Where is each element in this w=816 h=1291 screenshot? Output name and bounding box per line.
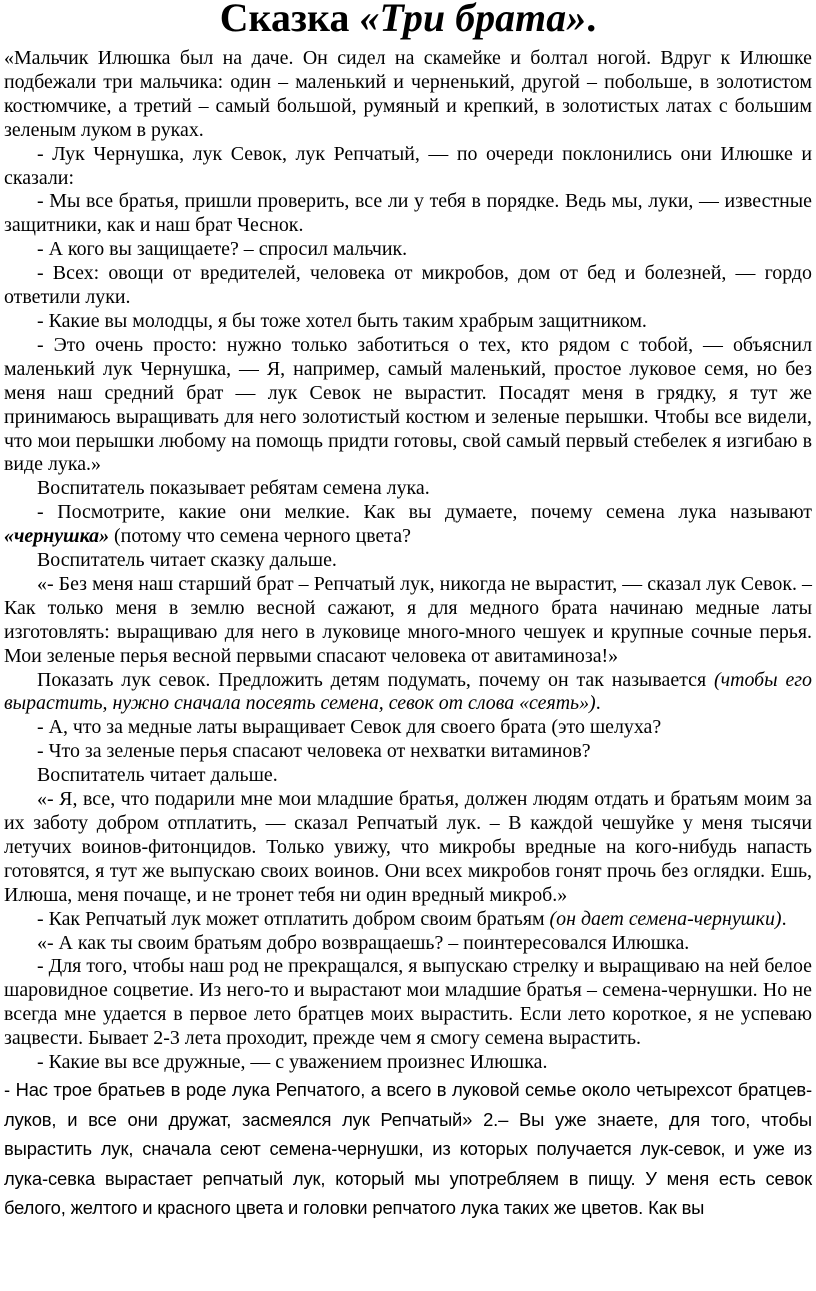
- paragraph: [4, 1051, 812, 1075]
- paragraph-text: - Для того, чтобы наш род не прекращался, я выпускаю стрелку и выращиваю на ней белое шаровидное соцветие. Из него-то и вырастают мои младшие братья – семена-чернушки. Но не всегда мне удается в первое лето братцев моих вырастить. Если лето короткое, я не успеваю зацвести. Бывает 2-3 лета проходит, прежде чем я смогу семена вырастить.: [4, 955, 812, 1050]
- paragraph: [4, 788, 812, 908]
- paragraph-text: .: [595, 692, 601, 715]
- emphasis-term: «чернушка»: [4, 525, 110, 548]
- paragraph: [4, 47, 812, 143]
- paragraph: [4, 740, 812, 764]
- paragraph: [4, 143, 812, 191]
- paragraph: [4, 334, 812, 477]
- paragraph-text: «Мальчик Илюшка был на даче. Он сидел на скамейке и болтал ногой. Вдруг к Илюшке подбежали три мальчика: один – маленький и черненький, другой – побольше, в золотистом костюмчике, а третий – самый большой, румяный и крепкий, в золотистых латах с большим зеленым луком в руках.: [4, 47, 812, 141]
- paragraph: [4, 764, 812, 788]
- paragraph-text: - А кого вы защищаете? – спросил мальчик.: [37, 238, 408, 261]
- paragraph: [4, 501, 812, 549]
- paragraph-text: - Посмотрите, какие они мелкие. Как вы думаете, почему семена лука называют: [37, 501, 812, 524]
- paragraph-text: (потому что семена черного цвета?: [109, 525, 411, 548]
- paragraph-text: Воспитатель читает сказку дальше.: [37, 549, 337, 572]
- paragraph-text: - Как Репчатый лук может отплатить добром своим братьям: [37, 907, 550, 930]
- paragraph: [4, 477, 812, 501]
- title-name: «Три брата»: [359, 0, 587, 40]
- title-suffix: .: [586, 0, 597, 40]
- page-title: [4, 0, 812, 40]
- paragraph-text: - Это очень просто: нужно только заботиться о тех, кто рядом с тобой, — объяснил маленький лук Чернушка, — Я, например, самый маленький, простое луковое семя, но без меня наш средний брат — лук Севок не вырастит. Посадят меня в грядку, я тут же принимаюсь выращивать для него золотистый костюм и зеленые перышки. Чтобы все видели, что мои перышки любому на помощь придти готовы, свой самый первый стебелек я изгибаю в виде лука.»: [4, 333, 812, 476]
- paragraph: [4, 549, 812, 573]
- paragraph-text: - Мы все братья, пришли проверить, все ли у тебя в порядке. Ведь мы, луки, — известные защитники, как и наш брат Чеснок.: [4, 190, 812, 237]
- paragraph-text: «- Без меня наш старший брат – Репчатый лук, никогда не вырастит, — сказал лук Севок. – Как только меня в землю весной сажают, я для медного брата начинаю медные латы изготовлять: выращиваю для него в луковице много-много чешуек и крупные сочные перья. Мои зеленые перья весной первыми спасают человека от авитаминоза!»: [4, 572, 812, 667]
- paragraph: [4, 669, 812, 717]
- paragraph: [4, 190, 812, 238]
- paragraph-text: - Всех: овощи от вредителей, человека от микробов, дом от бед и болезней, — гордо ответили луки.: [4, 262, 812, 309]
- italic-note: (чтобы его вырастить, нужно сначала посеять семена, севок от слова «сеять»): [4, 668, 812, 715]
- paragraph-text: Воспитатель читает дальше.: [37, 764, 278, 787]
- paragraph: [4, 573, 812, 669]
- paragraph: [4, 310, 812, 334]
- paragraph-text: - Что за зеленые перья спасают человека от нехватки витаминов?: [37, 740, 591, 763]
- paragraph-text: - Какие вы все дружные, — с уважением произнес Илюшка.: [37, 1051, 548, 1074]
- paragraph-text: Показать лук севок. Предложить детям подумать, почему он так называется: [37, 668, 714, 691]
- paragraph: [4, 955, 812, 1051]
- paragraph-text: «- Я, все, что подарили мне мои младшие братья, должен людям отдать и братьям моим за их заботу добром отплатить, — сказал Репчатый лук. – В каждой чешуйке у меня тысячи летучих воинов-фитонцидов. Только увижу, что микробы вредные на кого-нибудь напасть готовятся, я тут же выпускаю своих воинов. Они всех микробов гонят прочь без оглядки. Ешь, Илюша, меня почаще, и не тронет тебя ни один вредный микроб.»: [4, 788, 812, 906]
- paragraph: [4, 238, 812, 262]
- title-prefix: Сказка: [219, 0, 360, 40]
- paragraph-text: .: [781, 907, 787, 930]
- paragraph-text: - Лук Чернушка, лук Севок, лук Репчатый, — по очереди поклонились они Илюшке и сказали:: [4, 142, 812, 189]
- paragraph-text: - А, что за медные латы выращивает Севок для своего брата (это шелуха?: [37, 716, 662, 739]
- paragraph: [4, 908, 812, 932]
- paragraph: [4, 716, 812, 740]
- italic-note: (он дает семена-чернушки): [549, 907, 782, 930]
- paragraph: [4, 262, 812, 310]
- story-body: [4, 47, 812, 1075]
- closing-paragraph: - Нас трое братьев в роде лука Репчатого, а всего в луковой семье около четырехсот братцев-луков, и все они дружат, засмеялся лук Репчатый» 2.– Вы уже знаете, для того, чтобы вырастить лук, сначала сеют семена-чернушки, из которых получается лук-севок, и уже из лука-севка вырастает репчатый лук, который мы употребляем в пищу. У меня есть севок белого, желтого и красного цвета и головки репчатого лука таких же цветов. Как вы: [4, 1078, 812, 1219]
- paragraph-text: «- А как ты своим братьям добро возвращаешь? – поинтересовался Илюшка.: [37, 931, 690, 954]
- paragraph-text: Воспитатель показывает ребятам семена лука.: [37, 477, 430, 500]
- paragraph: [4, 932, 812, 956]
- paragraph-text: - Какие вы молодцы, я бы тоже хотел быть таким храбрым защитником.: [37, 309, 647, 332]
